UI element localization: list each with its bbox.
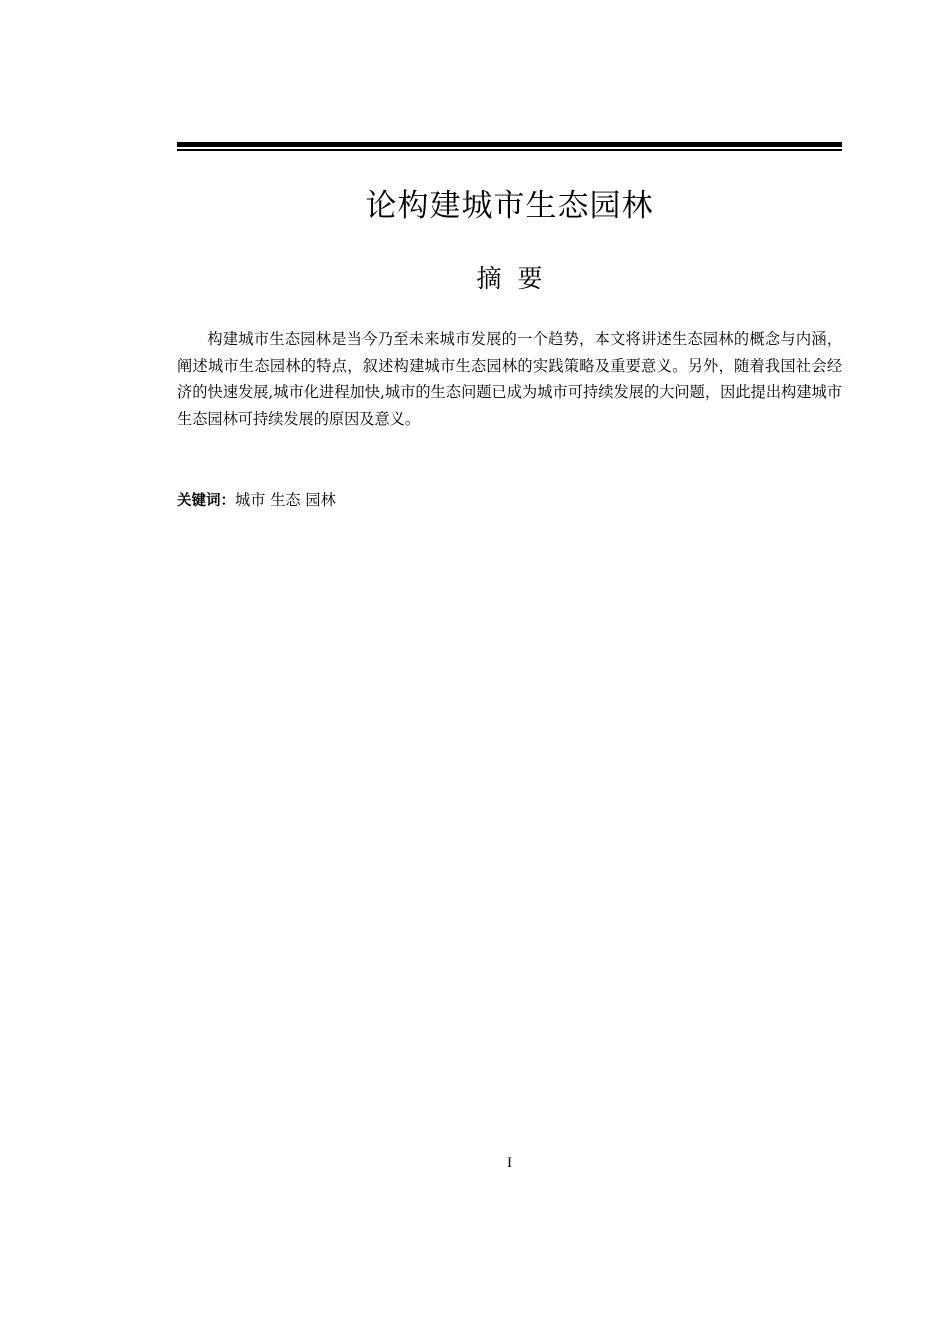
page-number: I xyxy=(507,1155,512,1171)
keywords-line xyxy=(177,487,842,514)
abstract-heading: 摘 要 xyxy=(476,264,543,293)
keywords-label: 关键词： xyxy=(177,493,235,509)
keywords-text: 城市 生态 园林 xyxy=(235,491,336,509)
header-rule-thin xyxy=(177,149,842,151)
header-rule-thick xyxy=(177,142,842,147)
abstract-paragraph: 构建城市生态园林是当今乃至未来城市发展的一个趋势，本文将讲述生态园林的概念与内涵，阐述城市生态园林的特点，叙述构建城市生态园林的实践策略及重要意义。另外，随着我国社会经济的快速发展,城市化进程加快,城市的生态问题已成为城市可持续发展的大问题，因此提出构建城市生态园林可持续发展的原因及意义。 xyxy=(177,330,842,428)
document-title: 论构建城市生态园林 xyxy=(365,188,654,224)
